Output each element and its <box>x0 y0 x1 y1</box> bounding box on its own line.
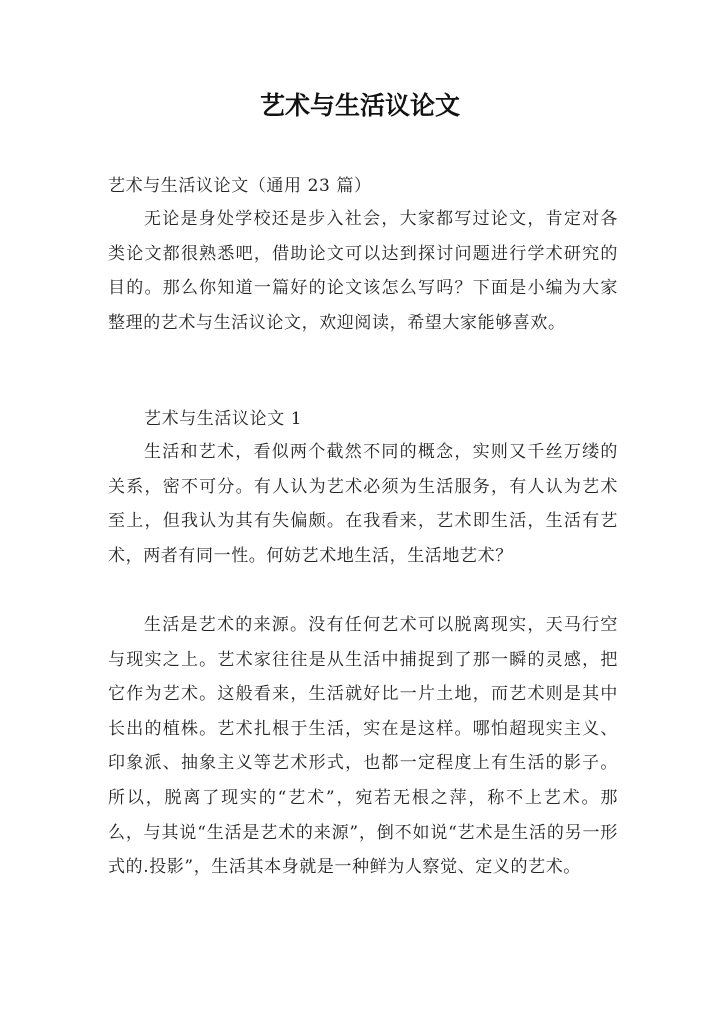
document-title: 艺术与生活议论文 <box>259 91 460 120</box>
intro-paragraph: 无论是身处学校还是步入社会，大家都写过论文，肯定对各类论文都很熟悉吧，借助论文可以达到探讨问题进行学术研究的目的。那么你知道一篇好的论文该怎么写吗？下面是小编为大家整理的艺术与生活议论文，欢迎阅读，希望大家能够喜欢。 <box>108 209 618 333</box>
document-subtitle: 艺术与生活议论文（通用 23 篇） <box>108 176 372 196</box>
body-paragraph: 生活和艺术，看似两个截然不同的概念，实则又千丝万缕的关系，密不可分。有人认为艺术必须为生活服务，有人认为艺术至上，但我认为其有失偏颇。在我看来，艺术即生活，生活有艺术，两者有同一性。何妨艺术地生活，生活地艺术？ <box>108 442 618 566</box>
body-paragraph: 生活是艺术的来源。没有任何艺术可以脱离现实，天马行空与现实之上。艺术家往往是从生活中捕捉到了那一瞬的灵感，把它作为艺术。这般看来，生活就好比一片土地，而艺术则是其中长出的植株。艺术扎根于生活，实在是这样。哪怕超现实主义、印象派、抽象主义等艺术形式，也都一定程度上有生活的影子。所以，脱离了现实的“艺术”，宛若无根之萍，称不上艺术。那么，与其说“生活是艺术的来源”，倒不如说“艺术是生活的另一形式的.投影”，生活其本身就是一种鲜为人察觉、定义的艺术。 <box>108 615 618 878</box>
section-heading: 艺术与生活议论文 1 <box>144 409 303 429</box>
